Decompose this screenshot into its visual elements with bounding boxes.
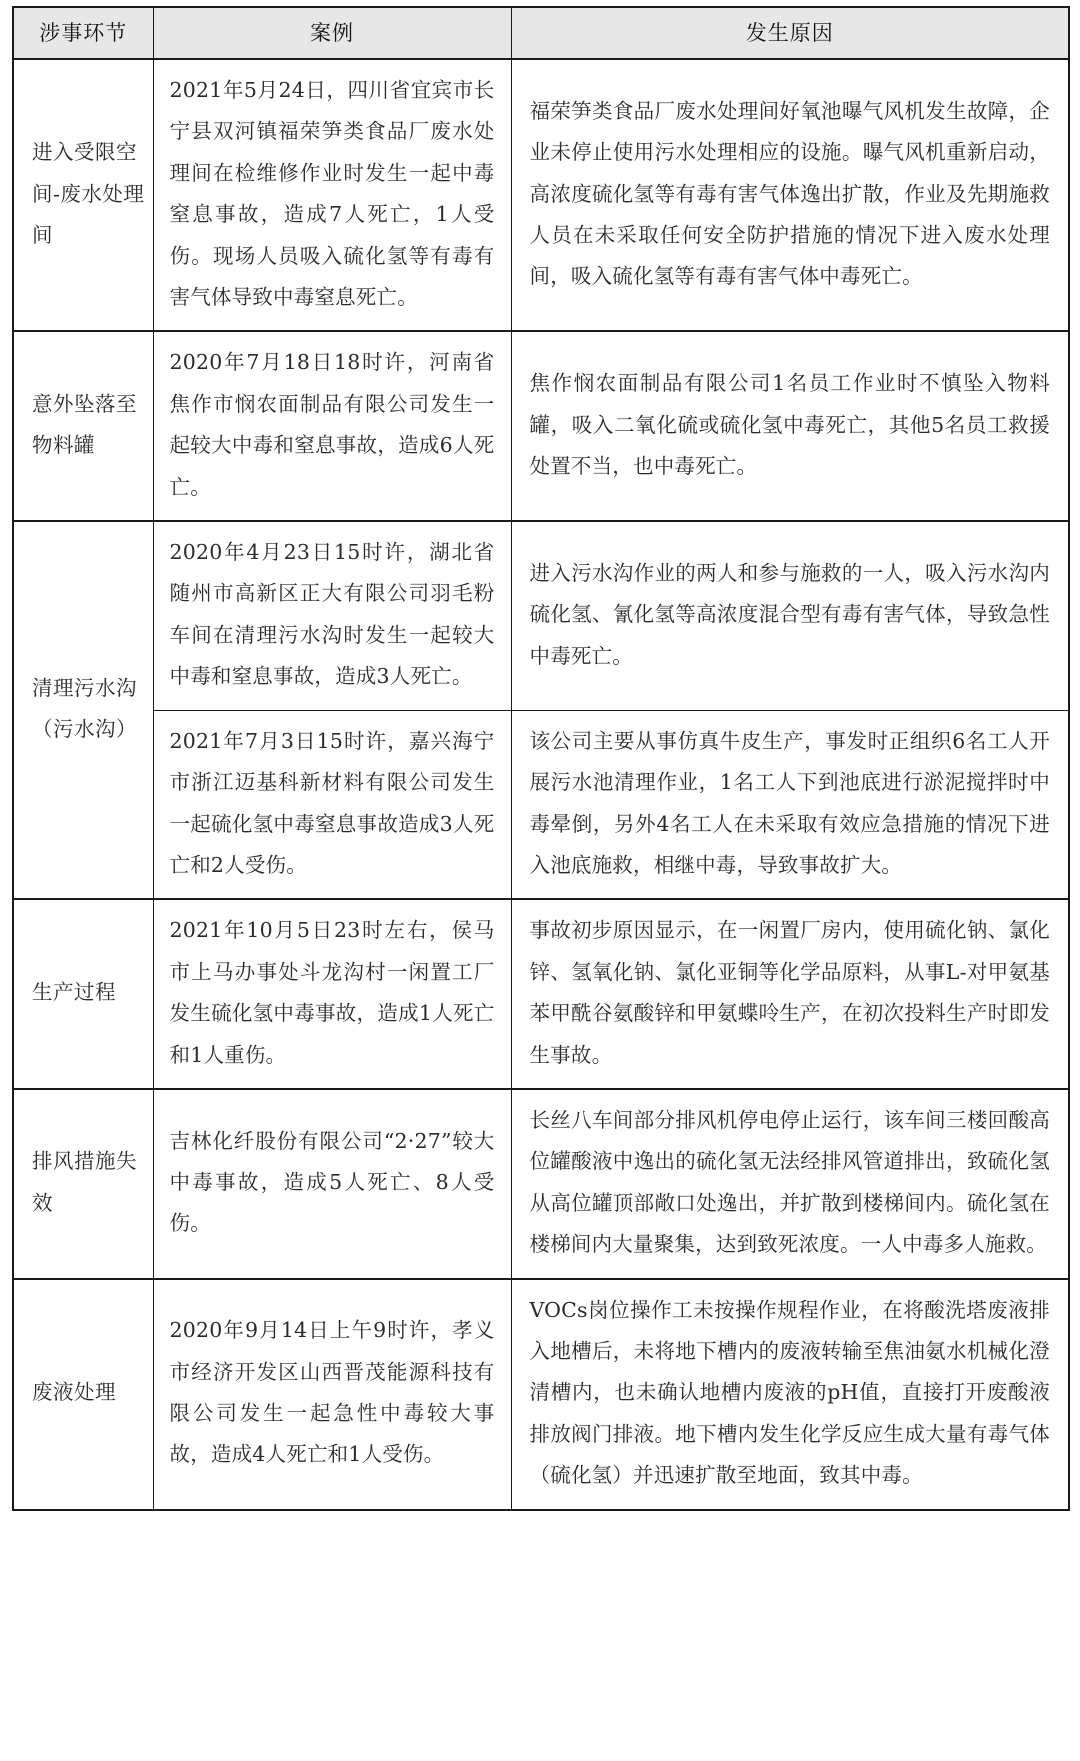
cell-cause: 福荣笋类食品厂废水处理间好氧池曝气风机发生故障，企业未停止使用污水处理相应的设施。曝气风机重新启动，高浓度硫化氢等有毒有害气体逸出扩散，作业及先期施救人员在未采取任何安全防护措施的情况下进入废水处理间，吸入硫化氢等有毒有害气体中毒死亡。 <box>511 59 1069 331</box>
table-header <box>13 7 1069 59</box>
table-body <box>13 59 1069 1510</box>
cell-cause: 焦作悯农面制品有限公司1名员工作业时不慎坠入物料罐，吸入二氧化硫或硫化氢中毒死亡，其他5名员工救援处置不当，也中毒死亡。 <box>511 331 1069 521</box>
cell-case: 2020年7月18日18时许，河南省焦作市悯农面制品有限公司发生一起较大中毒和窒息事故，造成6人死亡。 <box>153 331 511 521</box>
cell-case: 2021年5月24日，四川省宜宾市长宁县双河镇福荣笋类食品厂废水处理间在检维修作业时发生一起中毒窒息事故，造成7人死亡，1人受伤。现场人员吸入硫化氢等有毒有害气体导致中毒窒息死亡。 <box>153 59 511 331</box>
table-row <box>13 521 1069 710</box>
cell-cause: 事故初步原因显示，在一闲置厂房内，使用硫化钠、氯化锌、氢氧化钠、氯化亚铜等化学品原料，从事L-对甲氨基苯甲酰谷氨酸锌和甲氨蝶呤生产，在初次投料生产时即发生事故。 <box>511 899 1069 1089</box>
table-row <box>13 710 1069 899</box>
cell-case: 吉林化纤股份有限公司“2·27”较大中毒事故，造成5人死亡、8人受伤。 <box>153 1089 511 1279</box>
table-row <box>13 331 1069 521</box>
cell-stage: 生产过程 <box>13 899 153 1089</box>
cell-stage: 进入受限空间-废水处理间 <box>13 59 153 331</box>
cell-cause: 该公司主要从事仿真牛皮生产，事发时正组织6名工人开展污水池清理作业，1名工人下到池底进行淤泥搅拌时中毒晕倒，另外4名工人在未采取有效应急措施的情况下进入池底施救，相继中毒，导致事故扩大。 <box>511 710 1069 899</box>
cell-stage: 排风措施失效 <box>13 1089 153 1279</box>
table-row <box>13 1279 1069 1510</box>
cell-case: 2021年10月5日23时左右，侯马市上马办事处斗龙沟村一闲置工厂发生硫化氢中毒事故，造成1人死亡和1人重伤。 <box>153 899 511 1089</box>
cell-case: 2020年4月23日15时许，湖北省随州市高新区正大有限公司羽毛粉车间在清理污水沟时发生一起较大中毒和窒息事故，造成3人死亡。 <box>153 521 511 710</box>
table-row <box>13 899 1069 1089</box>
cell-cause: 长丝八车间部分排风机停电停止运行，该车间三楼回酸高位罐酸液中逸出的硫化氢无法经排风管道排出，致硫化氢从高位罐顶部敞口处逸出，并扩散到楼梯间内。硫化氢在楼梯间内大量聚集，达到致死浓度。一人中毒多人施救。 <box>511 1089 1069 1279</box>
column-header-cause: 发生原因 <box>511 7 1069 59</box>
table-row <box>13 1089 1069 1279</box>
cell-stage: 清理污水沟（污水沟） <box>13 521 153 899</box>
cell-case: 2020年9月14日上午9时许，孝义市经济开发区山西晋茂能源科技有限公司发生一起急性中毒较大事故，造成4人死亡和1人受伤。 <box>153 1279 511 1510</box>
cell-cause: 进入污水沟作业的两人和参与施救的一人，吸入污水沟内硫化氢、氰化氢等高浓度混合型有毒有害气体，导致急性中毒死亡。 <box>511 521 1069 710</box>
header-row <box>13 7 1069 59</box>
cell-stage: 废液处理 <box>13 1279 153 1510</box>
table-row <box>13 59 1069 331</box>
cell-stage: 意外坠落至物料罐 <box>13 331 153 521</box>
column-header-stage: 涉事环节 <box>13 7 153 59</box>
cell-cause: VOCs岗位操作工未按操作规程作业，在将酸洗塔废液排入地槽后，未将地下槽内的废液转输至焦油氨水机械化澄清槽内，也未确认地槽内废液的pH值，直接打开废酸液排放阀门排液。地下槽内发生化学反应生成大量有毒气体（硫化氢）并迅速扩散至地面，致其中毒。 <box>511 1279 1069 1510</box>
cell-case: 2021年7月3日15时许，嘉兴海宁市浙江迈基科新材料有限公司发生一起硫化氢中毒窒息事故造成3人死亡和2人受伤。 <box>153 710 511 899</box>
column-header-case: 案例 <box>153 7 511 59</box>
accident-cases-table <box>12 6 1070 1511</box>
